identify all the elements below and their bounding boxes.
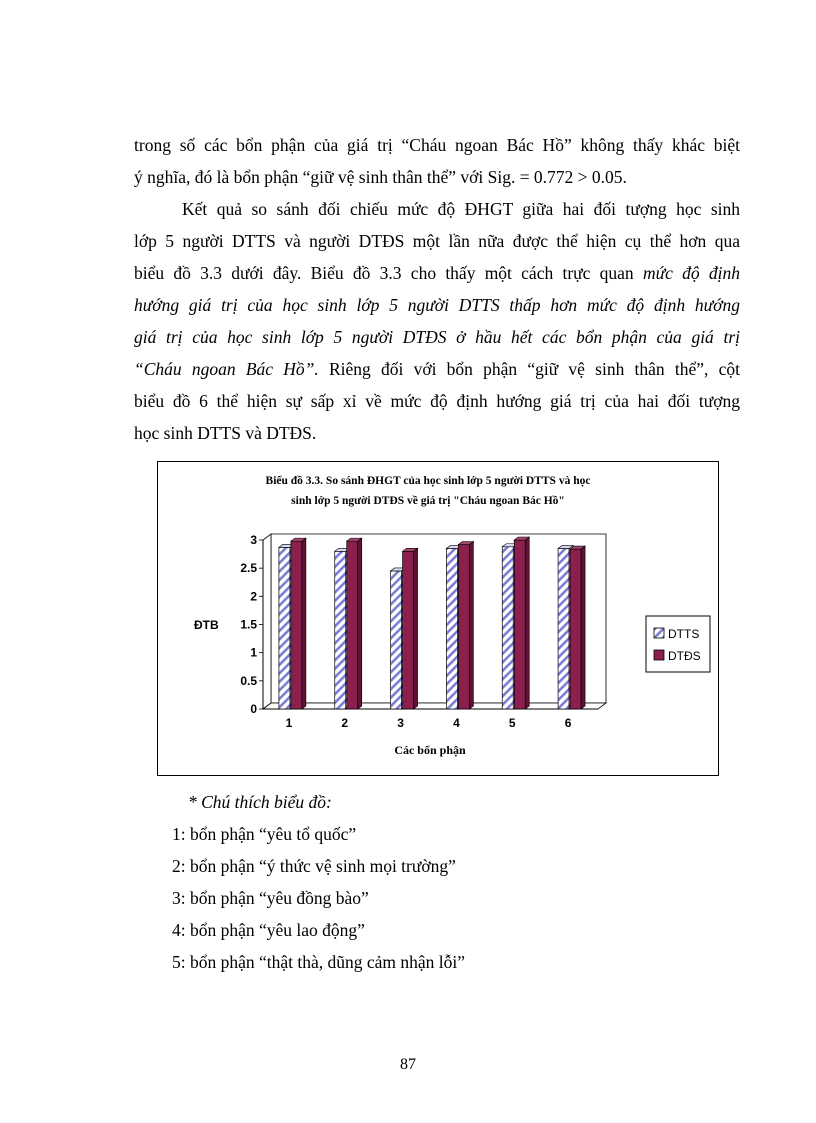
- floor: [263, 703, 606, 709]
- x-tick-label: 3: [397, 716, 404, 730]
- x-tick-label: 2: [341, 716, 349, 730]
- legend: [646, 616, 710, 672]
- bar-dtds-side-5: [525, 537, 529, 709]
- paragraph-2-line-6: [134, 353, 740, 385]
- bar-dtts-4: [446, 548, 457, 709]
- bar-dtds-side-2: [358, 538, 362, 709]
- x-tick-label: 4: [453, 716, 460, 730]
- y-tick-label: 2.5: [240, 561, 257, 576]
- back-wall: [271, 534, 606, 703]
- y-axis-label: ĐTB: [194, 618, 219, 632]
- x-tick-label: 5: [508, 716, 516, 730]
- chart-notes: [172, 786, 732, 978]
- paragraph-2-line-3-text: biểu đồ 3.3 dưới đây. Biểu đồ 3.3 cho thấy một cách trực quan: [134, 263, 643, 283]
- paragraph-2-line-3-emphasis: mức độ định: [642, 263, 741, 283]
- paragraph-2-line-4-emphasis: hướng giá trị của học sinh lớp 5 người DTTS thấp hơn mức độ định hướng: [134, 295, 740, 315]
- paragraph-1-line-1: trong số các bổn phận của giá trị “Cháu ngoan Bác Hồ” không thấy khác biệt: [134, 135, 740, 155]
- paragraph-2-line-2: lớp 5 người DTTS và người DTĐS một lần nữa được thể hiện cụ thể hơn qua: [134, 231, 740, 251]
- legend-swatch-dtds: [654, 650, 664, 660]
- y-tick-label: 3: [250, 533, 257, 547]
- paragraph-2-line-5-emphasis: giá trị của học sinh lớp 5 người DTĐS ở hầu hết các bổn phận của giá trị: [134, 327, 740, 347]
- bar-dtds-1: [291, 541, 302, 709]
- y-tick-label: 1.5: [240, 617, 257, 632]
- paragraph-2-line-6-emphasis: “Cháu ngoan Bác Hồ”.: [134, 359, 319, 379]
- paragraph-1: [134, 129, 740, 193]
- bar-dtds-side-1: [302, 538, 306, 709]
- plot-area: [240, 533, 606, 730]
- bar-dtds-6: [570, 549, 581, 709]
- chart-canvas: [158, 462, 718, 775]
- bar-dtts-5: [502, 547, 513, 709]
- page-number: 87: [400, 1056, 416, 1073]
- note-item-1: 1: bổn phận “yêu tổ quốc”: [172, 824, 357, 844]
- bar-dtds-side-4: [469, 542, 473, 709]
- legend-label-dtts: DTTS: [668, 627, 700, 641]
- bar-dtts-3: [391, 571, 402, 709]
- y-tick-label: 1: [250, 645, 257, 660]
- bar-dtts-1: [279, 547, 290, 709]
- x-axis-label: Các bổn phận: [394, 743, 466, 757]
- side-wall: [263, 534, 271, 709]
- paragraph-2-line-6-text: Riêng đối với bổn phận “giữ vệ sinh thân thể”, cột: [318, 359, 741, 379]
- chart-title-line-1: Biểu đồ 3.3. So sánh ĐHGT của học sinh lớp 5 người DTTS và học: [265, 475, 591, 487]
- bar-dtts-2: [335, 551, 346, 709]
- bar-dtds-4: [458, 545, 469, 709]
- chart-title-line-2: sinh lớp 5 người DTĐS về giá trị "Cháu ngoan Bác Hồ": [291, 495, 565, 507]
- bar-dtds-2: [347, 541, 358, 709]
- legend-label-dtds: DTĐS: [668, 649, 701, 663]
- note-item-2: 2: bổn phận “ý thức vệ sinh mọi trường”: [172, 856, 456, 876]
- bar-dtds-side-6: [581, 546, 585, 709]
- paragraph-2-line-3: [134, 257, 740, 289]
- note-item-4: 4: bổn phận “yêu lao động”: [172, 920, 365, 940]
- paragraph-1-line-2: ý nghĩa, đó là bổn phận “giữ vệ sinh thân thể” với Sig. = 0.772 > 0.05.: [134, 167, 627, 187]
- bar-dtds-side-3: [414, 548, 418, 709]
- paragraph-2-line-5: [134, 321, 740, 353]
- notes-title: * Chú thích biểu đồ:: [188, 792, 332, 812]
- y-tick-label: 2: [250, 589, 257, 604]
- paragraph-2-line-8: học sinh DTTS và DTĐS.: [134, 423, 317, 443]
- paragraph-2-line-7: biểu đồ 6 thể hiện sự sấp xỉ về mức độ định hướng giá trị của hai đối tượng: [134, 391, 740, 411]
- bar-chart-3-3: [157, 461, 719, 776]
- bar-dtds-5: [514, 540, 525, 709]
- note-item-3: 3: bổn phận “yêu đồng bào”: [172, 888, 369, 908]
- x-tick-label: 1: [285, 716, 293, 730]
- paragraph-2-line-4: [134, 289, 740, 321]
- bar-dtds-3: [403, 551, 414, 709]
- legend-swatch-dtts: [654, 628, 664, 638]
- x-tick-label: 6: [564, 716, 572, 730]
- note-item-5: 5: bổn phận “thật thà, dũng cảm nhận lỗi”: [172, 952, 466, 972]
- y-tick-label: 0: [250, 702, 257, 716]
- bar-dtts-6: [558, 548, 569, 709]
- y-tick-label: 0.5: [240, 673, 257, 688]
- paragraph-2: [134, 193, 740, 449]
- paragraph-2-line-1: Kết quả so sánh đối chiếu mức độ ĐHGT giữa hai đối tượng học sinh: [182, 199, 740, 219]
